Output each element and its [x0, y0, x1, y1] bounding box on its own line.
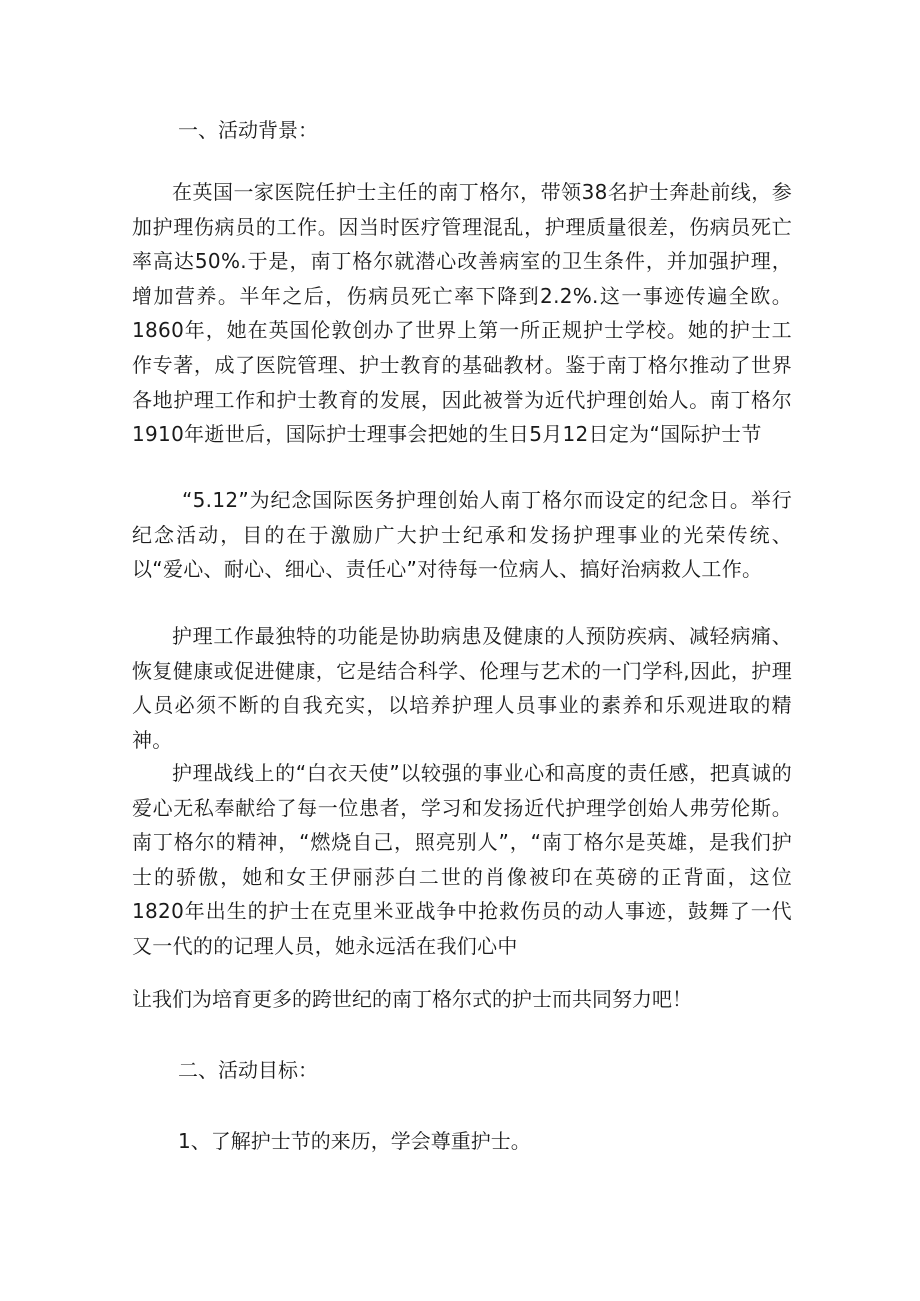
paragraph-nursing-function: 护理工作最独特的功能是协助病患及健康的人预防疾病、减轻病痛、恢复健康或促进健康，它是结合科学、伦理与艺术的一门学科,因此，护理人员必须不断的自我充实，以培养护理人员事业的素养和乐观进取的精神。 — [132, 624, 792, 752]
paragraph-commemoration: “5.12”为纪念国际医务护理创始人南丁格尔而设定的纪念日。举行纪念活动，目的在于激励广大护士纪承和发扬护理事业的光荣传统、以“爱心、耐心、细心、责任心”对待每一位病人、搞好治病救人工作。 — [132, 488, 792, 582]
paragraph-white-angel: 护理战线上的“白衣天使”以较强的事业心和高度的责任感，把真诚的爱心无私奉献给了每一位患者，学习和发扬近代护理学创始人弗劳伦斯。南丁格尔的精神，“燃烧自己，照亮别人”，“南丁格尔是英雄，是我们护士的骄傲，她和女王伊丽莎白二世的肖像被印在英磅的正背面，这位1820年出生的护士在克里米亚战争中抢救伤员的动人事迹，鼓舞了一代又一代的的记理人员，她永远活在我们心中 — [132, 761, 792, 958]
section-heading-background: 一、活动背景： — [178, 118, 318, 142]
section-heading-goals: 二、活动目标： — [178, 1058, 318, 1082]
goal-item: 1、了解护士节的来历，学会尊重护士。 — [178, 1129, 531, 1153]
closing-statement: 让我们为培育更多的跨世纪的南丁格尔式的护士而共同努力吧！ — [132, 987, 692, 1011]
paragraph-nightingale-history: 在英国一家医院任护士主任的南丁格尔，带领38名护士奔赴前线，参加护理伤病员的工作。因当时医疗管理混乱，护理质量很差，伤病员死亡率高达50%.于是，南丁格尔就潜心改善病室的卫生条件，并加强护理，增加营养。半年之后，伤病员死亡率下降到2.2%.这一事迹传遍全欧。1860年，她在英国伦敦创办了世界上第一所正规护士学校。她的护士工作专著，成了医院管理、护士教育的基础教材。鉴于南丁格尔推动了世界各地护理工作和护士教育的发展，因此被誉为近代护理创始人。南丁格尔1910年逝世后，国际护士理事会把她的生日5月12日定为“国际护士节 — [132, 180, 792, 447]
